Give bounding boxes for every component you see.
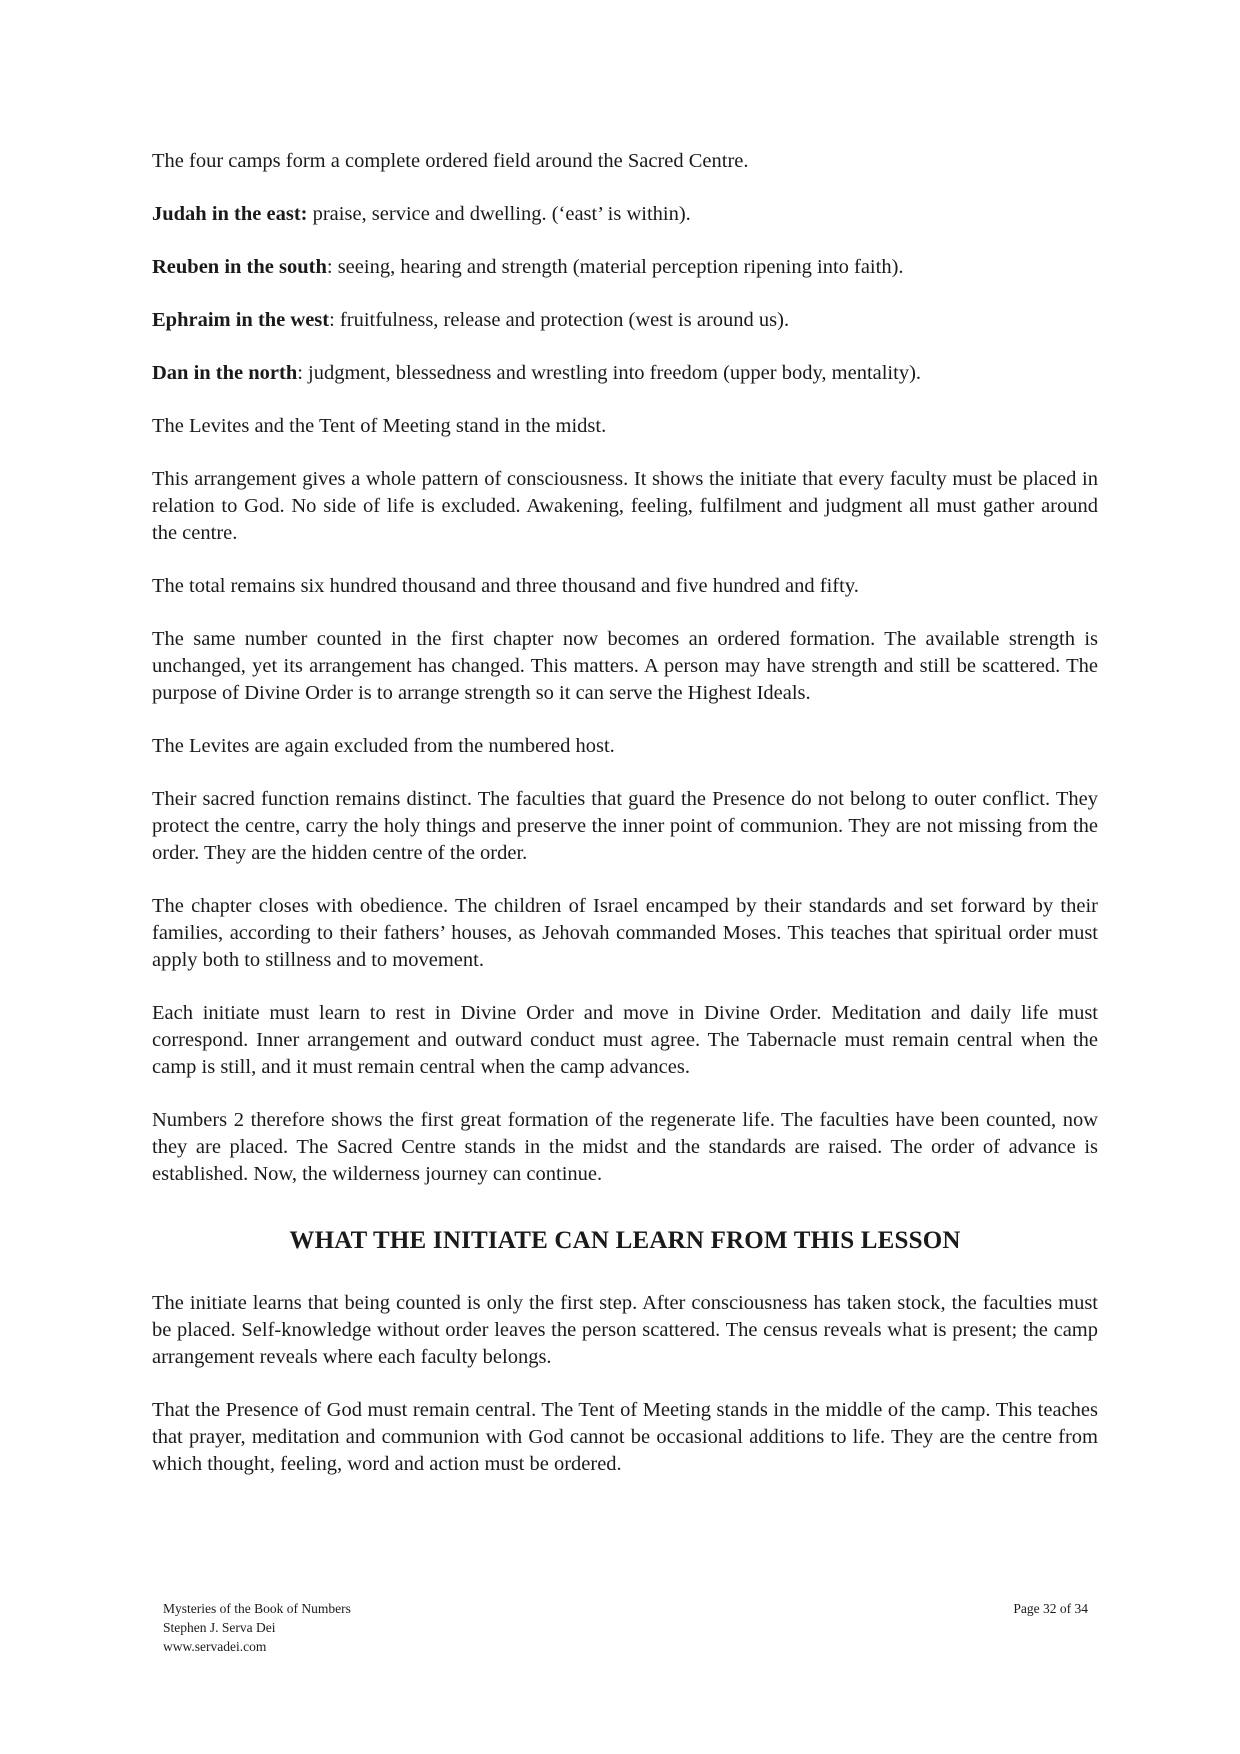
paragraph: The same number counted in the first chapter now becomes an ordered formation. The available strength is unchanged, yet its arrangement has changed. This matters. A person may have strength and still be scattered. The purpose of Divine Order is to arrange strength so it can serve the Highest Ideals. <box>152 628 1098 704</box>
page-current: 32 <box>1043 1601 1057 1616</box>
paragraph: Each initiate must learn to rest in Divine Order and move in Divine Order. Meditation and daily life must correspond. Inner arrangement and outward conduct must agree. The Tabernacle must remain central when the camp is still, and it must remain central when the camp advances. <box>152 1002 1098 1078</box>
page-of: of <box>1059 1601 1072 1616</box>
paragraph: The Levites are again excluded from the numbered host. <box>152 735 615 757</box>
paragraph: This arrangement gives a whole pattern of consciousness. It shows the initiate that every faculty must be placed in relation to God. No side of life is excluded. Awakening, feeling, fulfilment and judgment all must gather around the centre. <box>152 468 1098 544</box>
footer-website: www.servadei.com <box>163 1639 267 1654</box>
bold-lead: Ephraim in the west <box>152 309 330 331</box>
paragraph-judah <box>152 201 1098 228</box>
paragraph-text: : seeing, hearing and strength (material perception ripening into faith). <box>326 256 904 278</box>
paragraph-text: : fruitfulness, release and protection (west is around us). <box>329 309 790 331</box>
bold-lead: Reuben in the south <box>152 256 327 278</box>
page-label: Page <box>1013 1601 1040 1616</box>
paragraph: The four camps form a complete ordered field around the Sacred Centre. <box>152 150 749 172</box>
paragraph-text: : judgment, blessedness and wrestling into freedom (upper body, mentality). <box>297 362 922 384</box>
page-body <box>152 148 1098 1504</box>
footer-book-title: Mysteries of the Book of Numbers <box>163 1601 351 1616</box>
paragraph: The Levites and the Tent of Meeting stand in the midst. <box>152 415 607 437</box>
paragraph-ephraim <box>152 307 1098 334</box>
lesson-paragraph: That the Presence of God must remain central. The Tent of Meeting stands in the middle of the camp. This teaches that prayer, meditation and communion with God cannot be occasional additions to life. They are the centre from which thought, feeling, word and action must be ordered. <box>152 1399 1098 1475</box>
bold-lead: Judah in the east: <box>152 203 308 225</box>
page-total: 34 <box>1074 1601 1088 1616</box>
section-heading: WHAT THE INITIATE CAN LEARN FROM THIS LESSON <box>289 1227 961 1254</box>
paragraph: Numbers 2 therefore shows the first great formation of the regenerate life. The faculties have been counted, now they are placed. The Sacred Centre stands in the midst and the standards are raised. The order of advance is established. Now, the wilderness journey can continue. <box>152 1109 1098 1185</box>
paragraph-text: praise, service and dwelling. (‘east’ is within). <box>307 203 691 225</box>
lesson-paragraph: The initiate learns that being counted is only the first step. After consciousness has taken stock, the faculties must be placed. Self-knowledge without order leaves the person scattered. The census reveals what is present; the camp arrangement reveals where each faculty belongs. <box>152 1292 1098 1368</box>
page-number <box>1013 1599 1088 1618</box>
paragraph-dan <box>152 360 1098 387</box>
paragraph-reuben <box>152 254 1098 281</box>
footer-credits <box>163 1599 351 1656</box>
footer-author: Stephen J. Serva Dei <box>163 1620 276 1635</box>
paragraph: The total remains six hundred thousand and three thousand and five hundred and fifty. <box>152 575 859 597</box>
paragraph: Their sacred function remains distinct. The faculties that guard the Presence do not belong to outer conflict. They protect the centre, carry the holy things and preserve the inner point of communion. They are not missing from the order. They are the hidden centre of the order. <box>152 788 1098 864</box>
paragraph: The chapter closes with obedience. The children of Israel encamped by their standards and set forward by their families, according to their fathers’ houses, as Jehovah commanded Moses. This teaches that spiritual order must apply both to stillness and to movement. <box>152 895 1098 971</box>
bold-lead: Dan in the north <box>152 362 298 384</box>
